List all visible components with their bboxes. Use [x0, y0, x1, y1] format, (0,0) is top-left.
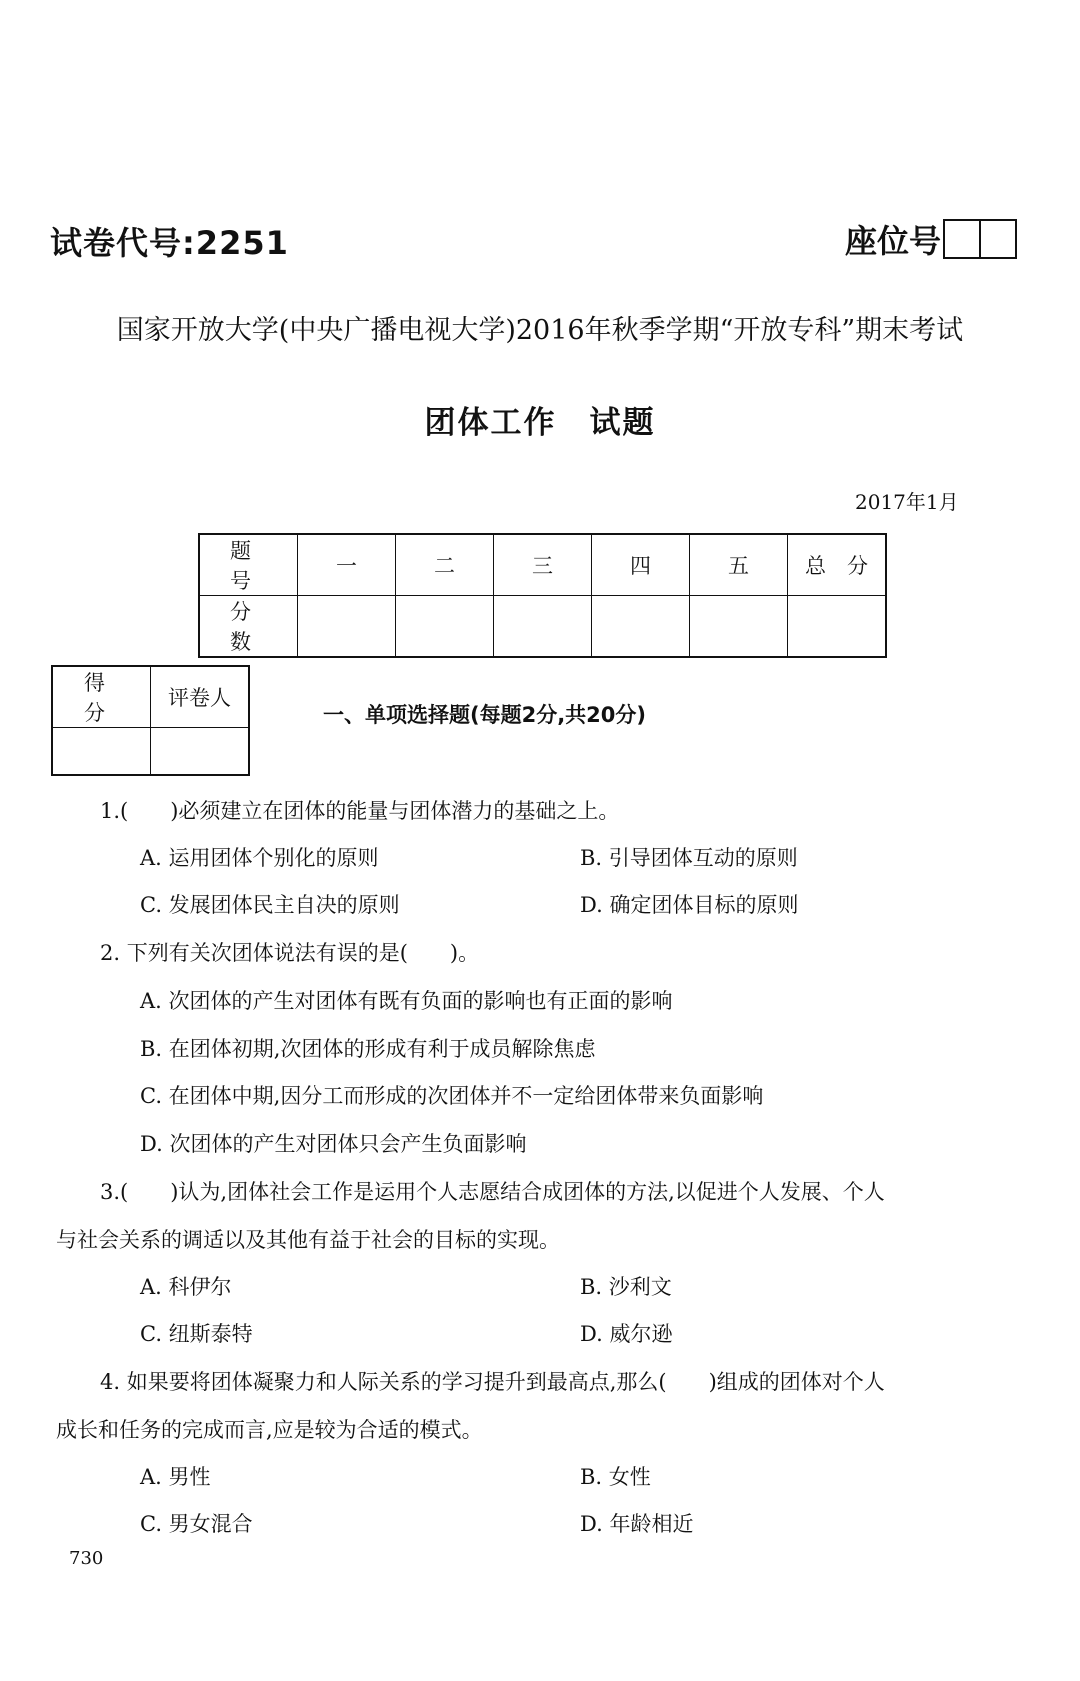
seat-label: 座位号: [845, 222, 942, 260]
question-1-stem: 1.( )必须建立在团体的能量与团体潜力的基础之上。: [100, 799, 620, 823]
question-4-stem: 4. 如果要将团体凝聚力和人际关系的学习提升到最高点,那么( )组成的团体对个人: [100, 1370, 885, 1394]
subject-title: 团体工作 试题: [424, 405, 656, 441]
question-3-stem-continued: 与社会关系的调适以及其他有益于社会的目标的实现。: [56, 1228, 560, 1252]
question-1-option-c: C. 发展团体民主自决的原则: [140, 893, 400, 917]
score-value-cell: [690, 596, 788, 658]
question-3-stem: 3.( )认为,团体社会工作是运用个人志愿结合成团体的方法,以促进个人发展、个人: [100, 1180, 885, 1204]
question-1-option-d: D. 确定团体目标的原则: [580, 893, 799, 917]
section-title: 一、单项选择题(每题2分,共20分): [323, 703, 647, 727]
question-4-option-a: A. 男性: [140, 1465, 211, 1489]
seat-number-boxes: [943, 219, 1017, 259]
question-4-stem-continued: 成长和任务的完成而言,应是较为合适的模式。: [56, 1418, 483, 1442]
paper-code: 试卷代号:2251: [50, 224, 289, 262]
question-4-option-d: D. 年龄相近: [580, 1512, 694, 1536]
score-header-cell: 五: [690, 534, 788, 596]
grader-name-cell: [151, 728, 250, 776]
question-3-option-c: C. 纽斯泰特: [140, 1322, 253, 1346]
question-2-option-d: D. 次团体的产生对团体只会产生负面影响: [140, 1132, 527, 1156]
score-header-cell: 总 分: [788, 534, 887, 596]
grader-score-cell: [52, 728, 151, 776]
score-header-cell: 三: [494, 534, 592, 596]
score-table-value-row: [199, 596, 886, 658]
exam-date: 2017年1月: [855, 490, 959, 514]
question-2-stem: 2. 下列有关次团体说法有误的是( )。: [100, 941, 480, 965]
question-1-option-b: B. 引导团体互动的原则: [580, 846, 798, 870]
question-2-option-a: A. 次团体的产生对团体有既有负面的影响也有正面的影响: [140, 989, 673, 1013]
score-value-cell: [298, 596, 396, 658]
score-value-cell: [592, 596, 690, 658]
seat-number-field: [845, 216, 1017, 262]
grader-score-header: 得 分: [52, 666, 151, 728]
question-4-option-c: C. 男女混合: [140, 1512, 253, 1536]
score-header-cell: 题 号: [199, 534, 298, 596]
score-value-cell: [396, 596, 494, 658]
grader-name-header: 评卷人: [151, 666, 250, 728]
score-header-cell: 四: [592, 534, 690, 596]
question-3-option-a: A. 科伊尔: [140, 1275, 232, 1299]
seat-box-cell: [945, 221, 979, 257]
score-value-cell: [788, 596, 887, 658]
score-table-header-row: [199, 534, 886, 596]
seat-box-cell: [979, 221, 1015, 257]
question-1-option-a: A. 运用团体个别化的原则: [140, 846, 379, 870]
score-header-cell: 一: [298, 534, 396, 596]
question-4-option-b: B. 女性: [580, 1465, 651, 1489]
score-header-cell: 二: [396, 534, 494, 596]
question-2-option-c: C. 在团体中期,因分工而形成的次团体并不一定给团体带来负面影响: [140, 1084, 764, 1108]
question-3-option-b: B. 沙利文: [580, 1275, 672, 1299]
score-value-cell: [494, 596, 592, 658]
question-3-option-d: D. 威尔逊: [580, 1322, 673, 1346]
question-2-option-b: B. 在团体初期,次团体的形成有利于成员解除焦虑: [140, 1037, 596, 1061]
exam-title: 国家开放大学(中央广播电视大学)2016年秋季学期“开放专科”期末考试: [116, 315, 964, 346]
score-table: [198, 533, 887, 658]
score-row-label: 分 数: [199, 596, 298, 658]
page-number: 730: [69, 1548, 104, 1569]
grader-table: [51, 665, 250, 776]
